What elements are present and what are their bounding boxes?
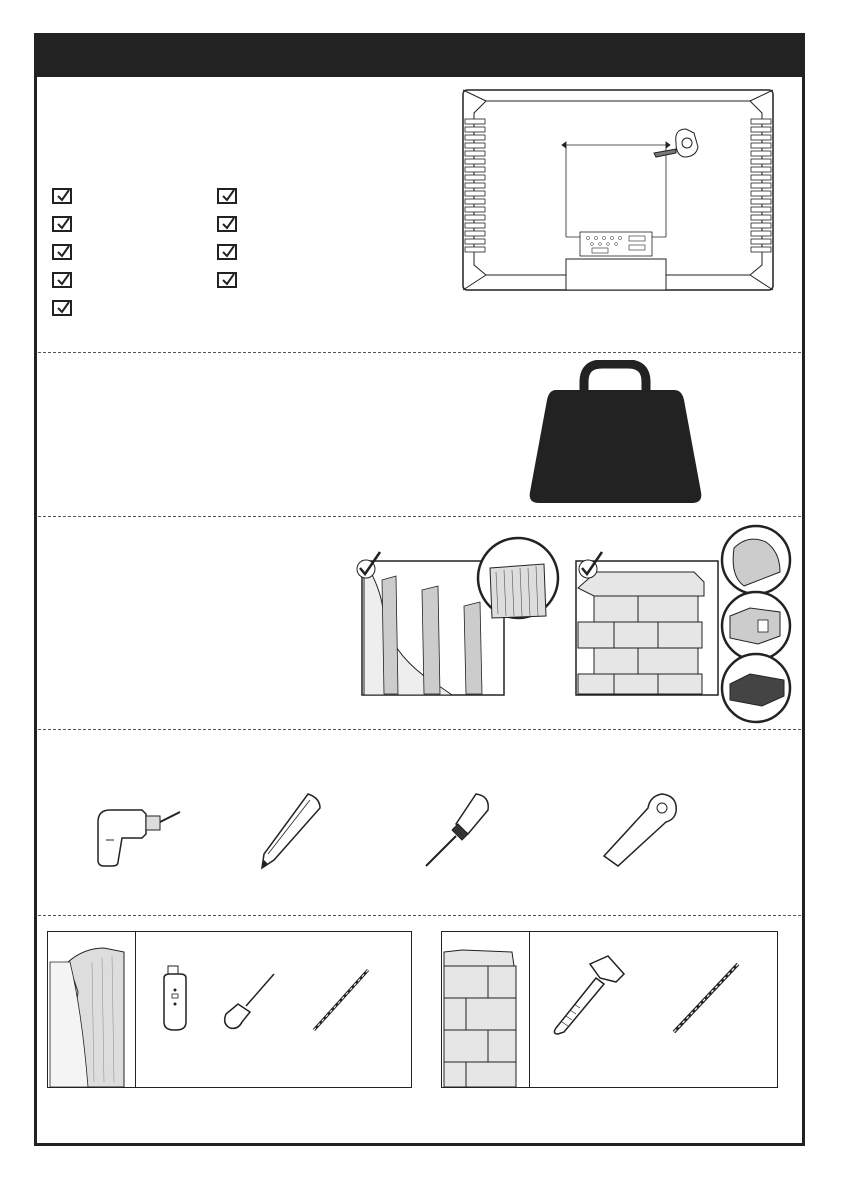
checkbox-left-1[interactable] [52,188,72,204]
checkbox-left-4[interactable] [52,272,72,288]
section-divider [38,915,801,916]
header-bar [34,33,805,77]
check-icon [55,216,71,232]
brick-wall-icon [574,524,796,754]
check-icon [55,272,71,288]
section-divider [38,729,801,730]
check-icon [220,216,236,232]
wrench-icon [600,790,680,870]
stud-finder-icon [160,964,190,1032]
weight-icon [528,360,703,505]
section-divider [38,516,801,517]
check-icon [55,244,71,260]
checkbox-left-5[interactable] [52,300,72,316]
checkbox-right-1[interactable] [217,188,237,204]
tv-rear-vesa-icon [462,89,774,291]
box-divider [529,932,530,1087]
screwdriver-icon [420,790,494,870]
drill-icon [90,800,182,868]
awl-icon [220,970,276,1030]
box-divider [135,932,136,1087]
checkbox-right-3[interactable] [217,244,237,260]
wood-stud-wall-icon [352,528,564,698]
check-icon [220,244,236,260]
wood-wall-tools-box [47,931,412,1088]
checkbox-left-3[interactable] [52,244,72,260]
brick-wall-icon [442,932,529,1087]
check-icon [55,188,71,204]
pencil-icon [254,792,324,872]
checkbox-right-4[interactable] [217,272,237,288]
check-icon [220,188,236,204]
wood-stud-wall-icon [48,932,135,1087]
hammer-icon [548,954,626,1036]
section-divider [38,352,801,353]
checkbox-left-2[interactable] [52,216,72,232]
checkbox-right-2[interactable] [217,216,237,232]
masonry-bit-icon [670,962,742,1034]
check-icon [55,300,71,316]
brick-wall-tools-box [441,931,778,1088]
check-icon [220,272,236,288]
drill-bit-icon [310,968,372,1032]
